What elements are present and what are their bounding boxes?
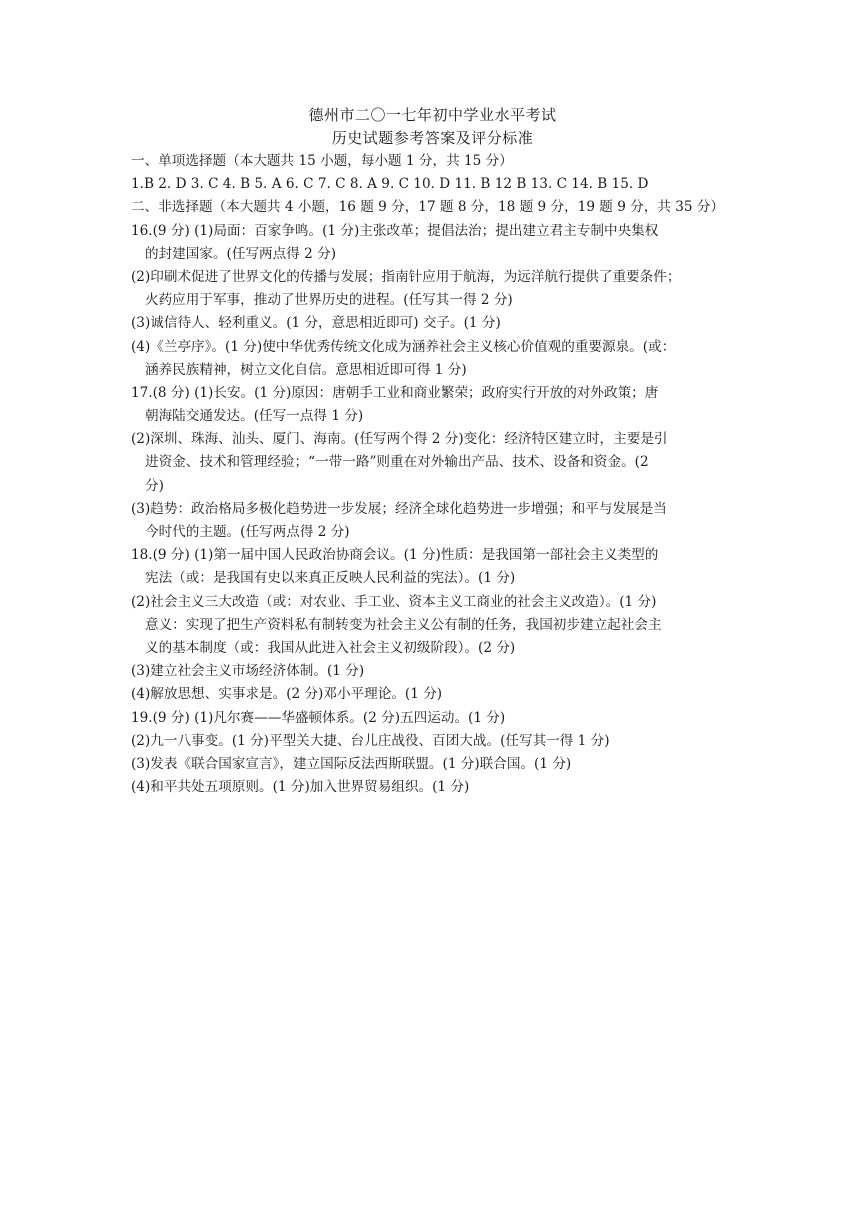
text-line: 进资金、技术和管理经验；“一带一路”则重在对外输出产品、技术、设备和资金。(2: [145, 454, 649, 471]
text-line: 1.B 2. D 3. C 4. B 5. A 6. C 7. C 8. A 9. C 10. D 11. B 12 B 13. C 14. B 15. D: [131, 176, 649, 193]
text-line: (3)趋势：政治格局多极化趋势进一步发展；经济全球化趋势进一步增强；和平与发展是当: [131, 500, 667, 517]
text-line: (2)九一八事变。(1 分)平型关大捷、台儿庄战役、百团大战。(任写其一得 1 分): [131, 732, 610, 749]
text-line: (3)建立社会主义市场经济体制。(1 分): [131, 663, 365, 680]
text-line: (2)社会主义三大改造（或：对农业、手工业、资本主义工商业的社会主义改造）。(1 分): [131, 593, 657, 610]
text-line: 火药应用于军事，推动了世界历史的进程。(任写其一得 2 分): [145, 292, 513, 309]
text-line: 涵养民族精神，树立文化自信。意思相近即可得 1 分): [145, 361, 467, 378]
answer-key-body: [131, 150, 743, 799]
text-line: 二、非选择题（本大题共 4 小题，16 题 9 分，17 题 8 分，18 题 9 分，19 题 9 分，共 35 分）: [131, 199, 725, 216]
text-line: (4)和平共处五项原则。(1 分)加入世界贸易组织。(1 分): [131, 779, 470, 796]
text-line: (2)深圳、珠海、汕头、厦门、海南。(任写两个得 2 分)变化：经济特区建立时，主要是引: [131, 431, 668, 448]
title-block: [0, 104, 865, 150]
document-subtitle: 历史试题参考答案及评分标准: [331, 129, 534, 147]
text-line: 意义：实现了把生产资料私有制转变为社会主义公有制的任务，我国初步建立起社会主: [145, 616, 662, 633]
text-line: 朝海陆交通发达。(任写一点得 1 分): [145, 408, 364, 425]
text-line: 今时代的主题。(任写两点得 2 分): [145, 524, 350, 540]
text-line: 17.(8 分) (1)长安。(1 分)原因：唐朝手工业和商业繁荣；政府实行开放的对外政策；唐: [131, 384, 659, 401]
document-title: 德州市二〇一七年初中学业水平考试: [308, 106, 557, 124]
text-line: 义的基本制度（或：我国从此进入社会主义初级阶段）。(2 分): [145, 639, 516, 656]
text-line: 16.(9 分) (1)局面：百家争鸣。(1 分)主张改革；提倡法治；提出建立君主专制中央集权: [131, 222, 659, 239]
text-line: (2)印刷术促进了世界文化的传播与发展；指南针应用于航海，为远洋航行提供了重要条件；: [131, 268, 681, 285]
text-line: 的封建国家。(任写两点得 2 分): [145, 245, 337, 262]
text-line: 18.(9 分) (1)第一届中国人民政治协商会议。(1 分)性质：是我国第一部社会主义类型的: [131, 547, 659, 564]
text-line: (3)诚信待人、轻利重义。(1 分，意思相近即可) 交子。(1 分): [131, 315, 501, 332]
text-line: (3)发表《联合国家宣言》，建立国际反法西斯联盟。(1 分)联合国。(1 分): [131, 755, 572, 772]
text-line: (4)《兰亭序》。(1 分)使中华优秀传统文化成为涵养社会主义核心价值观的重要源泉。(或：: [131, 338, 676, 355]
text-line: 19.(9 分) (1)凡尔赛——华盛顿体系。(2 分)五四运动。(1 分): [131, 709, 506, 726]
text-line: 宪法（或：是我国有史以来真正反映人民利益的宪法）。(1 分): [145, 570, 516, 587]
text-line: (4)解放思想、实事求是。(2 分)邓小平理论。(1 分): [131, 686, 443, 703]
text-line: 一、单项选择题（本大题共 15 小题，每小题 1 分，共 15 分）: [131, 153, 513, 169]
text-line: 分): [145, 477, 164, 494]
